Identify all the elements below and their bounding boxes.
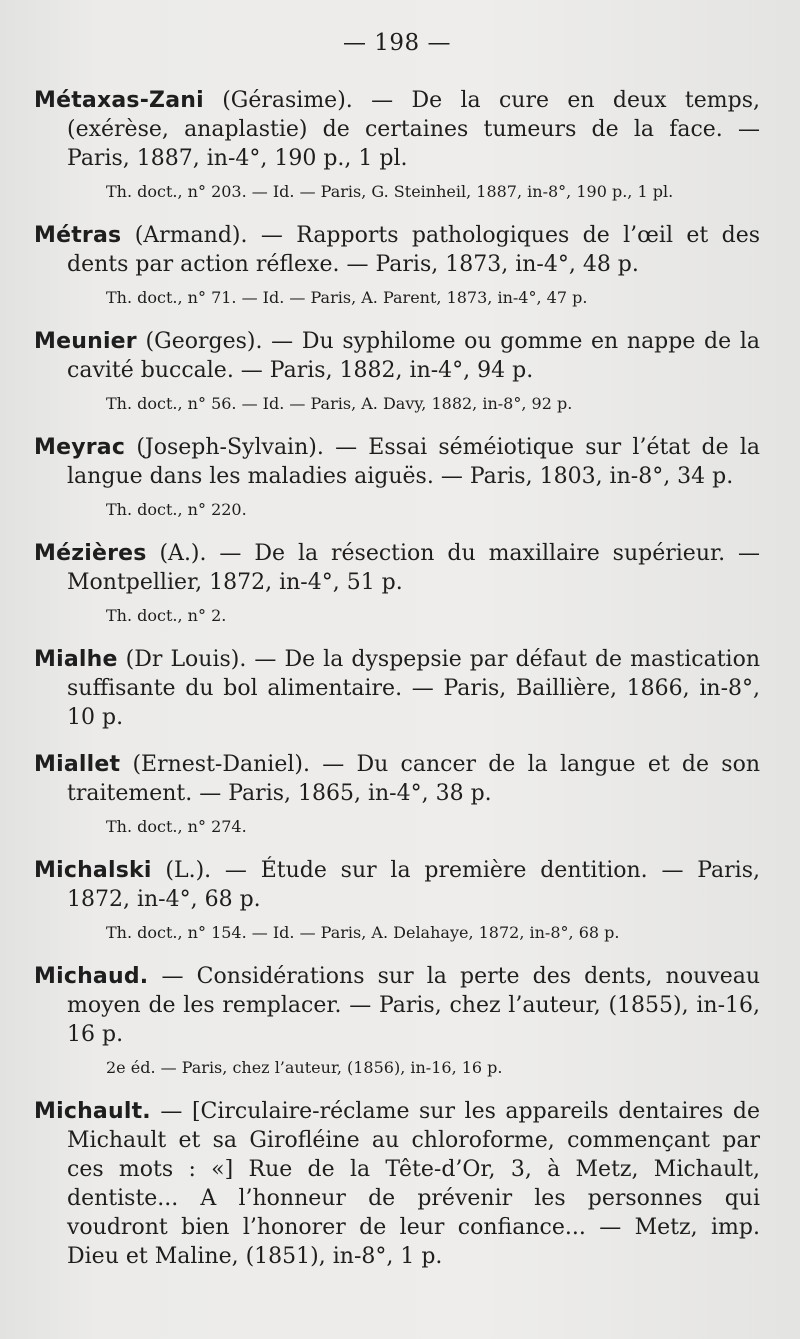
bibliography-entry xyxy=(34,1097,760,1271)
bibliography-entry xyxy=(34,327,760,415)
entry-text: (Georges). — Du syphilome ou gomme en nappe de la cavité buccale. — Paris, 1882, in-4°, 94 p. xyxy=(67,329,760,383)
entry-note: 2e éd. — Paris, chez l’auteur, (1856), in-16, 16 p. xyxy=(106,1058,503,1077)
entry-note: Th. doct., n° 71. — Id. — Paris, A. Parent, 1873, in-4°, 47 p. xyxy=(106,288,588,307)
entry-text: (Joseph-Sylvain). — Essai séméiotique sur l’état de la langue dans les maladies aiguës. — Paris, 1803, in-8°, 34 p. xyxy=(67,435,760,489)
entry-citation xyxy=(34,645,760,732)
entry-note: Th. doct., n° 220. xyxy=(106,500,247,519)
entry-citation xyxy=(34,539,760,597)
bibliography-entry xyxy=(34,221,760,309)
entry-author: Meyrac xyxy=(34,435,126,460)
page-number: — 198 — xyxy=(342,30,452,56)
entry-citation xyxy=(34,327,760,385)
bibliography-entry xyxy=(34,86,760,203)
entry-author: Michaud. xyxy=(34,964,149,989)
entry-note: Th. doct., n° 2. xyxy=(106,606,227,625)
entry-author: Michalski xyxy=(34,858,152,883)
bibliography-entry xyxy=(34,750,760,838)
bibliography-entry xyxy=(34,539,760,627)
entry-author: Métaxas-Zani xyxy=(34,88,204,113)
entry-note: Th. doct., n° 274. xyxy=(106,817,247,836)
entry-author: Mézières xyxy=(34,541,147,566)
entry-citation xyxy=(34,750,760,808)
bibliography-entry xyxy=(34,645,760,732)
bibliography-entry xyxy=(34,962,760,1079)
bibliography-entry xyxy=(34,856,760,944)
entry-text: (Armand). — Rapports pathologiques de l’œil et des dents par action réflexe. — Paris, 1873, in-4°, 48 p. xyxy=(67,223,760,277)
entry-text: (L.). — Étude sur la première dentition. — Paris, 1872, in-4°, 68 p. xyxy=(67,858,760,912)
entry-citation xyxy=(34,962,760,1049)
entry-note: Th. doct., n° 154. — Id. — Paris, A. Delahaye, 1872, in-8°, 68 p. xyxy=(106,923,620,942)
entry-text: — [Circulaire-réclame sur les appareils dentaires de Michault et sa Girofléine au chloroforme, commençant par ces mots : «] Rue de la Tête-d’Or, 3, à Metz, Michault, dentiste... A l’honneur de prévenir les personnes qui voudront bien l’honorer de leur confiance... — Metz, imp. Dieu et Maline, (1851), in-8°, 1 p. xyxy=(67,1099,760,1269)
entry-citation xyxy=(34,86,760,173)
entry-note: Th. doct., n° 56. — Id. — Paris, A. Davy, 1882, in-8°, 92 p. xyxy=(106,394,573,413)
entry-text: (Dr Louis). — De la dyspepsie par défaut de mastication suffisante du bol alimentaire. — Paris, Baillière, 1866, in-8°, 10 p. xyxy=(67,647,760,730)
entry-citation xyxy=(34,856,760,914)
entry-note: Th. doct., n° 203. — Id. — Paris, G. Steinheil, 1887, in-8°, 190 p., 1 pl. xyxy=(106,182,674,201)
entry-author: Meunier xyxy=(34,329,137,354)
entry-author: Métras xyxy=(34,223,122,248)
bibliography-entry xyxy=(34,433,760,521)
entry-text: (Ernest-Daniel). — Du cancer de la langue et de son traitement. — Paris, 1865, in-4°, 38 p. xyxy=(67,752,760,806)
entry-author: Michault. xyxy=(34,1099,151,1124)
entry-text: (Gérasime). — De la cure en deux temps, (exérèse, anaplastie) de certaines tumeurs de la face. — Paris, 1887, in-4°, 190 p., 1 pl. xyxy=(67,88,760,171)
entry-text: (A.). — De la résection du maxillaire supérieur. — Montpellier, 1872, in-4°, 51 p. xyxy=(67,541,760,595)
entry-author: Miallet xyxy=(34,752,121,777)
entry-citation xyxy=(34,221,760,279)
entry-citation xyxy=(34,433,760,491)
entry-author: Mialhe xyxy=(34,647,118,672)
entry-text: — Considérations sur la perte des dents, nouveau moyen de les remplacer. — Paris, chez l’auteur, (1855), in-16, 16 p. xyxy=(67,964,760,1047)
entry-citation xyxy=(34,1097,760,1271)
